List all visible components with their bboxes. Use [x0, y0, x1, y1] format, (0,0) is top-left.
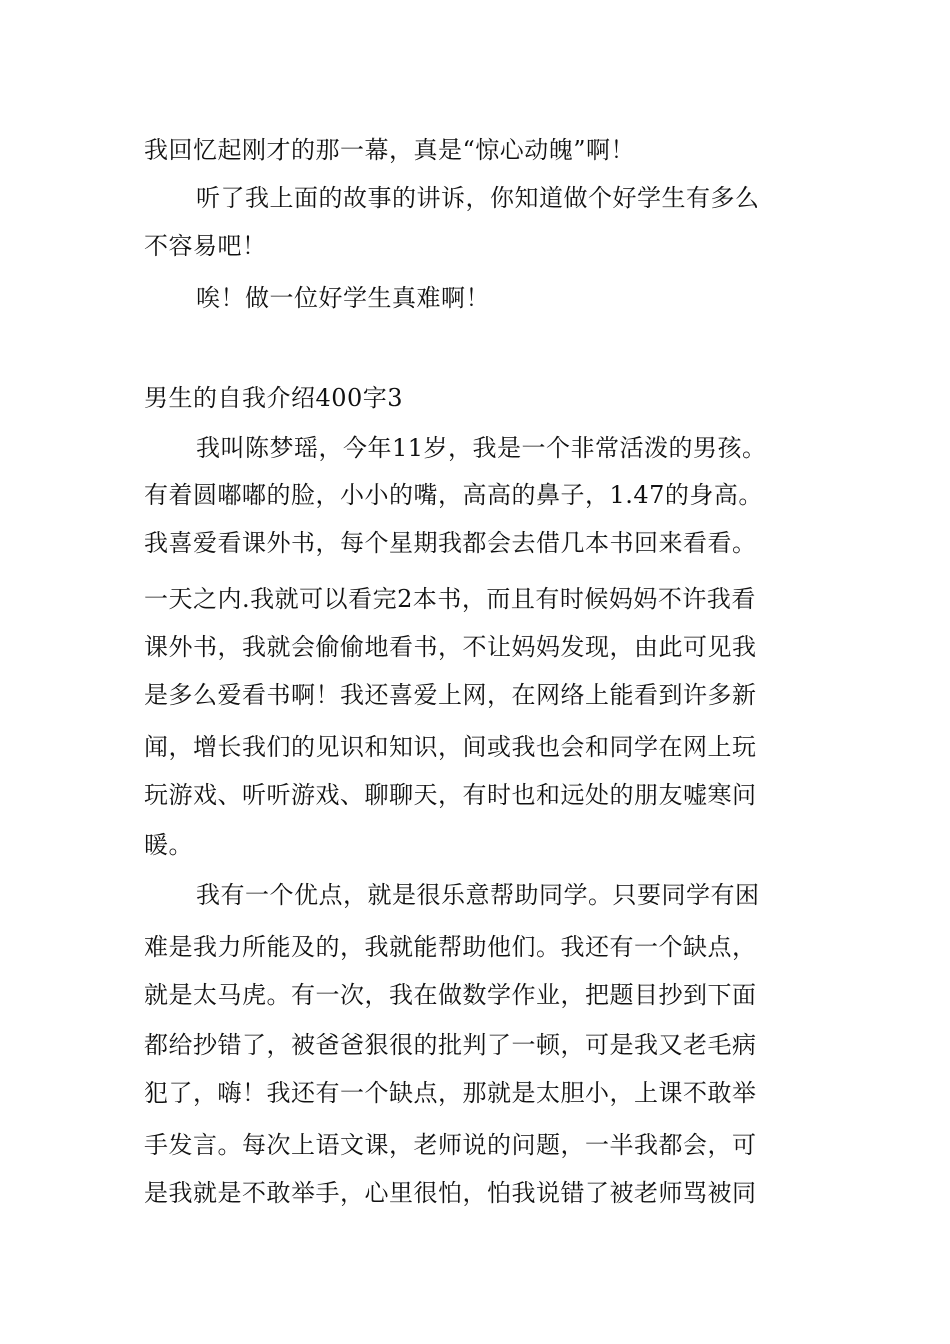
text-line: 是多么爱看书啊！我还喜爱上网，在网络上能看到许多新: [144, 681, 757, 709]
text-line: 我有一个优点，就是很乐意帮助同学。只要同学有困: [196, 881, 760, 909]
text-line: 不容易吧！: [144, 232, 267, 260]
text-line: 暖。: [144, 831, 193, 859]
text-line: 闻，增长我们的见识和知识，间或我也会和同学在网上玩: [144, 733, 757, 761]
text-line: 唉！做一位好学生真难啊！: [196, 284, 490, 312]
text-line: 我喜爱看课外书，每个星期我都会去借几本书回来看看。: [144, 529, 757, 557]
section-heading: 男生的自我介绍400字3: [144, 384, 404, 412]
text-line: 犯了，嗨！我还有一个缺点，那就是太胆小，上课不敢举: [144, 1079, 757, 1107]
text-line: 听了我上面的故事的讲诉，你知道做个好学生有多么: [196, 184, 760, 212]
text-line: 我回忆起刚才的那一幕，真是“惊心动魄”啊！: [144, 136, 636, 164]
text-line: 难是我力所能及的，我就能帮助他们。我还有一个缺点，: [144, 933, 757, 961]
text-line: 有着圆嘟嘟的脸，小小的嘴，高高的鼻子，1.47的身高。: [144, 481, 763, 509]
text-line: 玩游戏、听听游戏、聊聊天，有时也和远处的朋友嘘寒问: [144, 781, 757, 809]
text-line: 课外书，我就会偷偷地看书，不让妈妈发现，由此可见我: [144, 633, 757, 661]
text-line: 一天之内.我就可以看完2本书，而且有时候妈妈不许我看: [144, 585, 756, 613]
text-line: 就是太马虎。有一次，我在做数学作业，把题目抄到下面: [144, 981, 757, 1009]
text-line: 是我就是不敢举手，心里很怕，怕我说错了被老师骂被同: [144, 1179, 757, 1207]
text-line: 都给抄错了，被爸爸狠很的批判了一顿，可是我又老毛病: [144, 1031, 757, 1059]
text-line: 手发言。每次上语文课，老师说的问题，一半我都会，可: [144, 1131, 757, 1159]
text-line: 我叫陈梦瑶，今年11岁，我是一个非常活泼的男孩。: [196, 434, 767, 462]
